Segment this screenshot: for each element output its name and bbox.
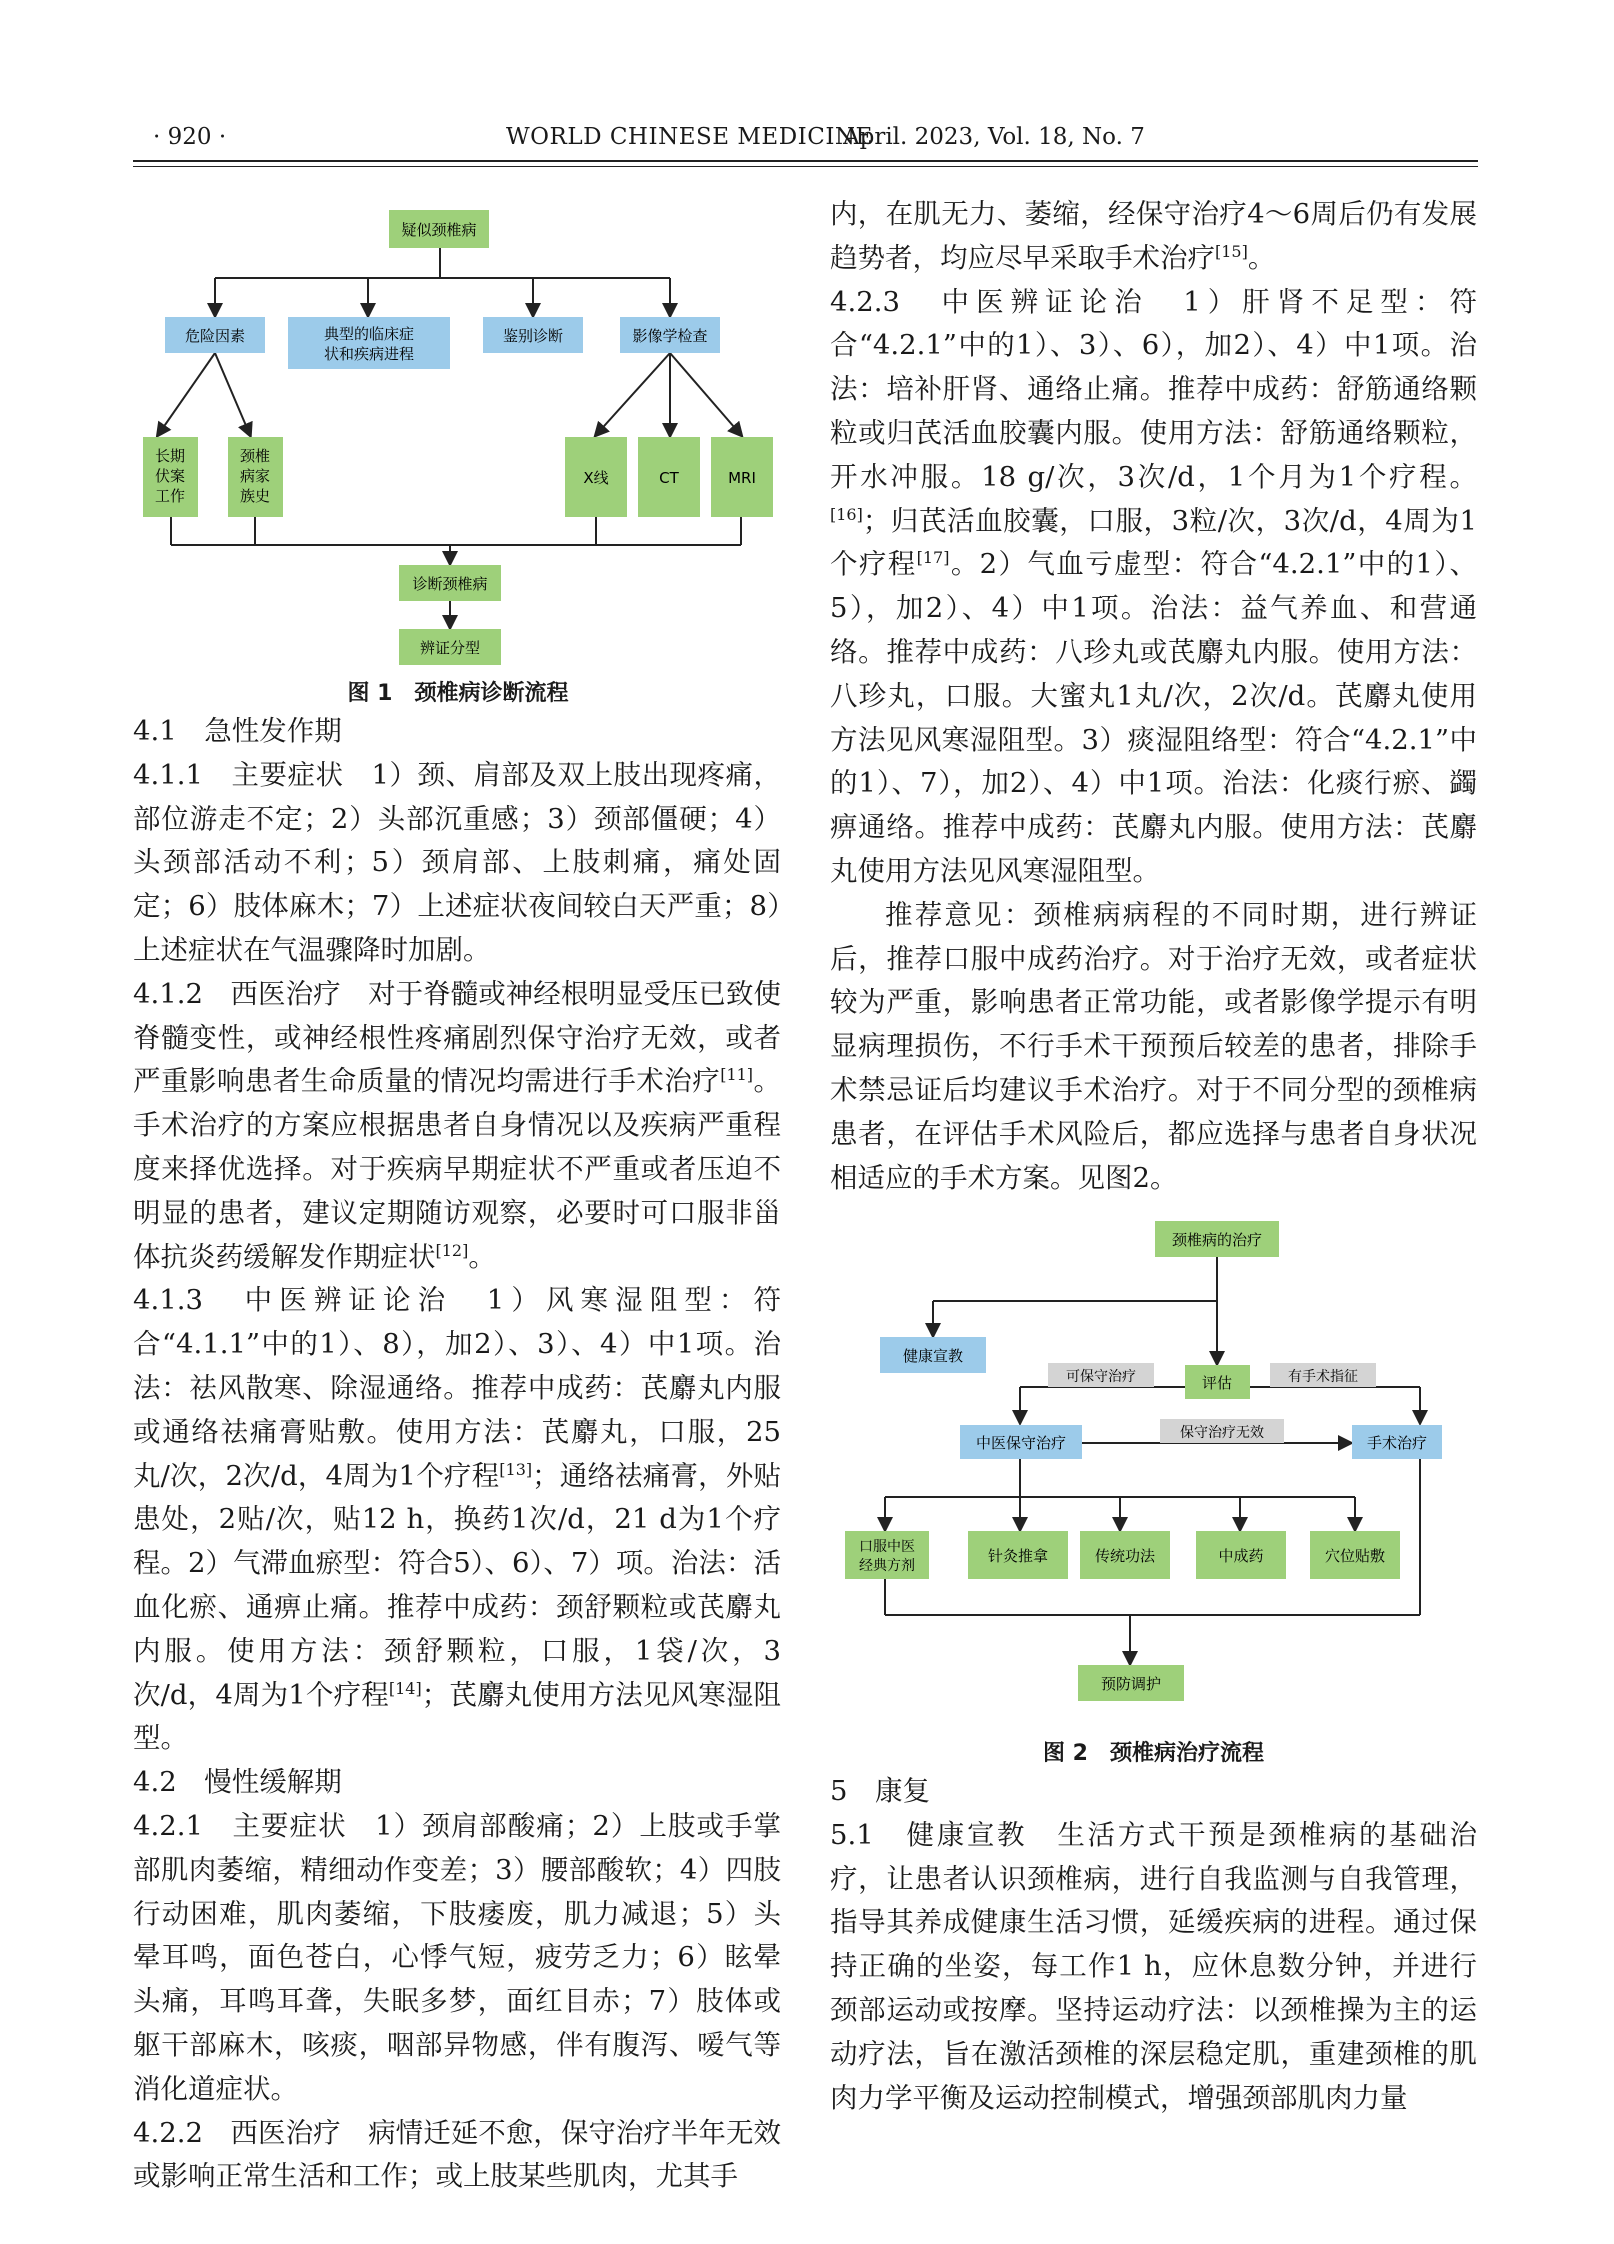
para-4-2-1: 4.2.1 主要症状 1）颈肩部酸痛；2）上肢或手掌部肌肉萎缩，精细动作变差；3）腰部酸软；4）四肢行动困难，肌肉萎缩，下肢痿废，肌力减退；5）头晕耳鸣，面色苍白，心悸气短，疲劳乏力；6）眩晕头痛，耳鸣耳聋，失眠多梦，面红目赤；7）肢体或躯干部麻木，咳痰，咽部异物感，伴有腹泻、嗳气等消化道症状。 (133, 1809, 781, 2105)
page-number: · 920 · (153, 124, 227, 150)
para-5-1: 5.1 健康宣教 生活方式干预是颈椎病的基础治疗，让患者认识颈椎病，进行自我监测与自我管理，指导其养成健康生活习惯，延缓疾病的进程。通过保持正确的坐姿，每工作1 h，应休息数分钟，并进行颈部运动或按摩。坚持运动疗法：以颈椎操为主的运动疗法，旨在激活颈椎的深层稳定肌，重建颈椎的肌肉力学平衡及运动控制模式，增强颈部肌肉力量 (830, 1818, 1477, 2114)
svg-text:长期: 长期 (154, 447, 186, 465)
svg-text:中成药: 中成药 (1218, 1547, 1264, 1565)
svg-text:X线: X线 (583, 469, 609, 487)
svg-text:预防调护: 预防调护 (1100, 1675, 1162, 1693)
svg-text:针灸推拿: 针灸推拿 (987, 1547, 1049, 1565)
section-4-1-heading: 4.1 急性发作期 (133, 715, 342, 747)
para-4-2-2-cont: 内，在肌无力、萎缩，经保守治疗4～6周后仍有发展趋势者，均应尽早采取手术治疗[15]。 (830, 198, 1477, 274)
svg-text:中医保守治疗: 中医保守治疗 (975, 1434, 1067, 1452)
svg-text:工作: 工作 (154, 487, 186, 505)
svg-text:经典方剂: 经典方剂 (859, 1558, 915, 1574)
header-rule-thin (133, 166, 1478, 167)
figure2-caption: 图 2 颈椎病治疗流程 (1043, 1741, 1264, 1766)
svg-text:辨证分型: 辨证分型 (419, 639, 481, 657)
recommendation-para: 推荐意见：颈椎病病程的不同时期，进行辨证后，推荐口服中成药治疗。对于治疗无效，或者症状较为严重，影响患者正常功能，或者影像学提示有明显病理损伤，不行手术干预预后较差的患者，排除手术禁忌证后均建议手术治疗。对于不同分型的颈椎病患者，在评估手术风险后，都应选择与患者自身状况相适应的手术方案。见图2。 (830, 898, 1477, 1194)
svg-text:CT: CT (659, 469, 679, 487)
figure2-treatment-flowchart (830, 1215, 1480, 1725)
left-column (133, 710, 781, 2199)
svg-text:状和疾病进程: 状和疾病进程 (323, 345, 415, 363)
figure1-diagnosis-flowchart (133, 195, 783, 675)
para-4-1-1: 4.1.1 主要症状 1）颈、肩部及双上肢出现疼痛，部位游走不定；2）头部沉重感；3）颈部僵硬；4）头颈部活动不利；5）颈肩部、上肢刺痛，痛处固定；6）肢体麻木；7）上述症状夜间较白天严重；8）上述症状在气温骤降时加剧。 (133, 758, 781, 966)
issue-info: April. 2023, Vol. 18, No. 7 (843, 124, 1145, 150)
svg-text:有手术指征: 有手术指征 (1288, 1369, 1358, 1385)
svg-text:影像学检查: 影像学检查 (632, 327, 708, 345)
svg-text:颈椎: 颈椎 (239, 447, 271, 465)
svg-text:传统功法: 传统功法 (1094, 1547, 1156, 1565)
svg-text:健康宣教: 健康宣教 (902, 1347, 964, 1365)
journal-name: WORLD CHINESE MEDICINE (506, 124, 873, 150)
para-4-1-2: 4.1.2 西医治疗 对于脊髓或神经根明显受压已致使脊髓变性，或神经根性疼痛剧烈保守治疗无效，或者严重影响患者生命质量的情况均需进行手术治疗[11]。手术治疗的方案应根据患者自身情况以及疾病严重程度来择优选择。对于疾病早期症状不严重或者压迫不明显的患者，建议定期随访观察，必要时可口服非甾体抗炎药缓解发作期症状[12]。 (133, 977, 782, 1273)
section-5-heading: 5 康复 (830, 1775, 930, 1807)
svg-text:伏案: 伏案 (154, 467, 186, 485)
running-header (133, 124, 1478, 164)
svg-text:危险因素: 危险因素 (184, 327, 246, 345)
fig1-top-text: 疑似颈椎病 (401, 221, 477, 239)
svg-text:穴位贴敷: 穴位贴敷 (1324, 1547, 1386, 1565)
right-column-bottom (830, 1770, 1477, 2120)
svg-text:MRI: MRI (728, 469, 756, 487)
svg-text:保守治疗无效: 保守治疗无效 (1180, 1425, 1264, 1441)
header-rule (133, 160, 1478, 162)
svg-text:可保守治疗: 可保守治疗 (1066, 1369, 1136, 1385)
section-4-2-heading: 4.2 慢性缓解期 (133, 1766, 342, 1799)
svg-text:手术治疗: 手术治疗 (1366, 1434, 1428, 1452)
svg-text:评估: 评估 (1201, 1374, 1233, 1392)
svg-text:病家: 病家 (239, 467, 271, 485)
figure1-caption: 图 1 颈椎病诊断流程 (347, 681, 569, 706)
svg-text:典型的临床症: 典型的临床症 (323, 325, 415, 343)
para-4-1-3: 4.1.3 中医辨证论治 1）风寒湿阻型：符合“4.1.1”中的1）、8），加2）、3）、4）中1项。治法：祛风散寒、除湿通络。推荐中成药：芪麝丸内服或通络祛痛膏贴敷。使用方法：芪麝丸，口服，25丸/次，2次/d，4周为1个疗程[13]；通络祛痛膏，外贴患处，2贴/次，贴12 h，换药1次/d，21 d为1个疗程。2）气滞血瘀型：符合5）、6）、7）项。治法：活血化瘀、通痹止痛。推荐中成药：颈舒颗粒或芪麝丸内服。使用方法：颈舒颗粒，口服，1袋/次，3次/d，4周为1个疗程[14]；芪麝丸使用方法见风寒湿阻型。 (133, 1284, 782, 1755)
para-4-2-2: 4.2.2 西医治疗 病情迁延不愈，保守治疗半年无效或影响正常生活和工作；或上肢某些肌肉，尤其手 (133, 2116, 781, 2193)
svg-text:颈椎病的治疗: 颈椎病的治疗 (1171, 1231, 1263, 1249)
svg-text:鉴别诊断: 鉴别诊断 (502, 327, 564, 345)
right-column-top (830, 193, 1477, 1200)
svg-text:口服中医: 口服中医 (859, 1539, 915, 1555)
svg-text:族史: 族史 (239, 487, 271, 505)
para-4-2-3: 4.2.3 中医辨证论治 1）肝肾不足型：符合“4.2.1”中的1）、3）、6），加2）、4）中1项。治法：培补肝肾、通络止痛。推荐中成药：舒筋通络颗粒或归芪活血胶囊内服。使用方法：舒筋通络颗粒，开水冲服。18 g/次，3次/d，1个月为1个疗程。[16]；归芪活血胶囊，口服，3粒/次，3次/d，4周为1个疗程[17]。2）气血亏虚型：符合“4.2.1”中的1）、5），加2）、4）中1项。治法：益气养血、和营通络。推荐中成药：八珍丸或芪麝丸内服。使用方法：八珍丸，口服。大蜜丸1丸/次，2次/d。芪麝丸使用方法见风寒湿阻型。3）痰湿阻络型：符合“4.2.1”中的1）、7），加2）、4）中1项。治法：化痰行瘀、蠲痹通络。推荐中成药：芪麝丸内服。使用方法：芪麝丸使用方法见风寒湿阻型。 (830, 285, 1477, 887)
svg-text:诊断颈椎病: 诊断颈椎病 (412, 575, 488, 593)
